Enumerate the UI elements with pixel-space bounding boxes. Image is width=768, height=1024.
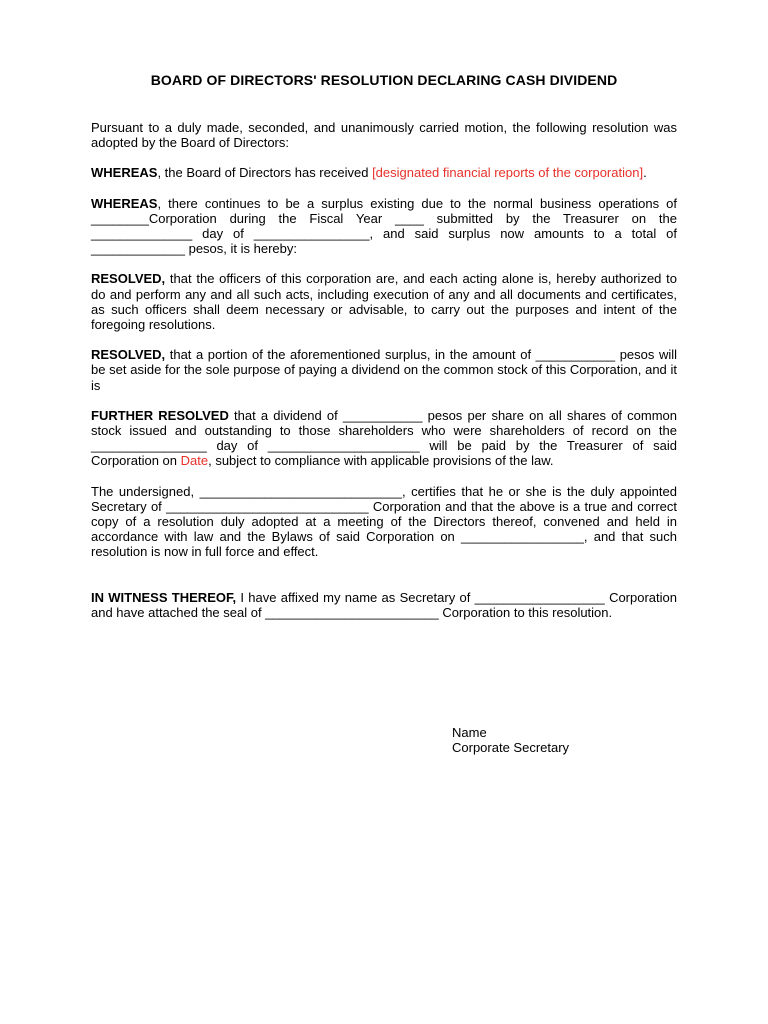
signature-role: Corporate Secretary xyxy=(452,740,570,756)
witness-text: I have affixed my name as Secretary of __________________ Corporation and have attached the seal of ________________________ Corporation to this resolution. xyxy=(91,589,677,620)
resolved-text: that a portion of the aforementioned surplus, in the amount of ___________ pesos will be set aside for the sole purpose of paying a dividend on the common stock of this Corporation, and it is xyxy=(91,347,677,393)
financial-reports-placeholder: [designated financial reports of the corporation] xyxy=(372,165,644,181)
resolved-paragraph-1 xyxy=(91,271,677,332)
intro-paragraph xyxy=(91,120,677,150)
whereas-lead: WHEREAS xyxy=(91,195,158,211)
document-title: BOARD OF DIRECTORS' RESOLUTION DECLARING CASH DIVIDEND xyxy=(150,72,618,88)
certification-paragraph xyxy=(91,484,677,560)
whereas-lead: WHEREAS xyxy=(91,165,158,181)
document-body xyxy=(91,120,677,635)
whereas-text: , there continues to be a surplus existing due to the normal business operations of ________Corporation during the Fiscal Year ____ submitted by the Treasurer on the ______________ day of ________________, and said surplus now amounts to a total of _____________ pesos, it is hereby: xyxy=(91,195,677,257)
further-resolved-end: , subject to compliance with applicable provisions of the law. xyxy=(208,453,554,469)
resolved-lead: RESOLVED, xyxy=(91,347,166,363)
witness-paragraph xyxy=(91,590,677,620)
resolved-paragraph-2 xyxy=(91,347,677,393)
signature-block xyxy=(452,725,569,755)
resolved-lead: RESOLVED, xyxy=(91,271,166,287)
whereas-text: , the Board of Directors has received xyxy=(157,165,373,181)
intro-text: Pursuant to a duly made, seconded, and unanimously carried motion, the following resolution was adopted by the Board of Directors: xyxy=(91,120,677,151)
resolved-text: that the officers of this corporation are, and each acting alone is, hereby authorized to do and perform any and all such acts, including execution of any and all documents and certificates, as such officers shall deem necessary or advisable, to carry out the purposes and intent of the foregoing resolutions. xyxy=(91,271,677,333)
further-resolved-text: that a dividend of ___________ pesos per share on all shares of common stock issued and outstanding to those shareholders who were shareholders of record on the ________________ day of _____________________ will be paid by the Treasurer of said Corporation on xyxy=(91,407,678,469)
signature-name: Name xyxy=(452,725,487,740)
whereas-end: . xyxy=(643,165,647,181)
certification-text: The undersigned, ____________________________, certifies that he or she is the duly appointed Secretary of ____________________________ Corporation and that the above is a true and correct copy of a resolution duly adopted at a meeting of the Directors thereof, convened and held in accordance with law and the Bylaws of said Corporation on _________________, and that such resolution is now in full force and effect. xyxy=(91,483,677,560)
date-placeholder: Date xyxy=(180,453,209,469)
witness-lead: IN WITNESS THEREOF, xyxy=(91,589,237,605)
whereas-paragraph-2 xyxy=(91,196,677,257)
further-resolved-lead: FURTHER RESOLVED xyxy=(91,407,229,423)
whereas-paragraph-1 xyxy=(91,165,677,180)
further-resolved-paragraph xyxy=(91,408,677,469)
